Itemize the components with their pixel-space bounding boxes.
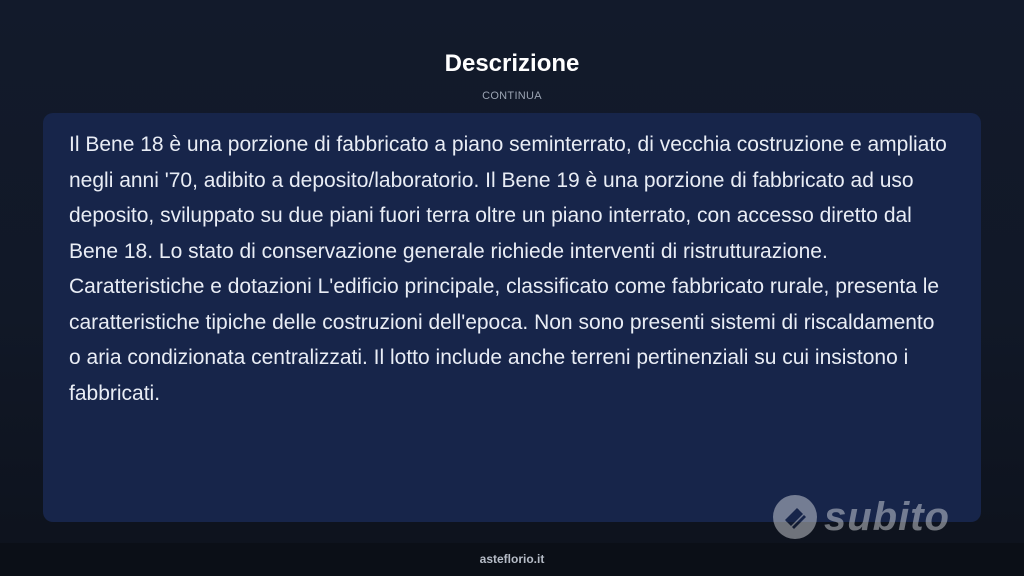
footer-site-label: asteflorio.it bbox=[479, 552, 545, 566]
description-text: Il Bene 18 è una porzione di fabbricato a piano seminterrato, di vecchia costruzione e ampliato negli anni '70, adibito a deposito/laboratorio. Il Bene 19 è una porzione di fabbricato ad uso deposito, sviluppato su due piani fuori terra oltre un piano interrato, con accesso diretto dal Bene 18. Lo stato di conservazione generale richiede interventi di ristrutturazione. Caratteristiche e dotazioni L'edificio principale, classificato come fabbricato rurale, presenta le caratteristiche tipiche delle costruzioni dell'epoca. Non sono presenti sistemi di riscaldamento o aria condizionata centralizzati. Il lotto include anche terreni pertinenziali su cui insistono i fabbricati. bbox=[69, 133, 947, 405]
subito-watermark bbox=[772, 492, 972, 542]
footer-bar bbox=[0, 543, 1024, 576]
page-title: Descrizione bbox=[444, 50, 580, 77]
subito-wordmark: subito bbox=[824, 495, 950, 539]
description-card bbox=[43, 113, 981, 522]
subito-logo-icon bbox=[772, 494, 818, 540]
continua-label: CONTINUA bbox=[482, 90, 542, 102]
